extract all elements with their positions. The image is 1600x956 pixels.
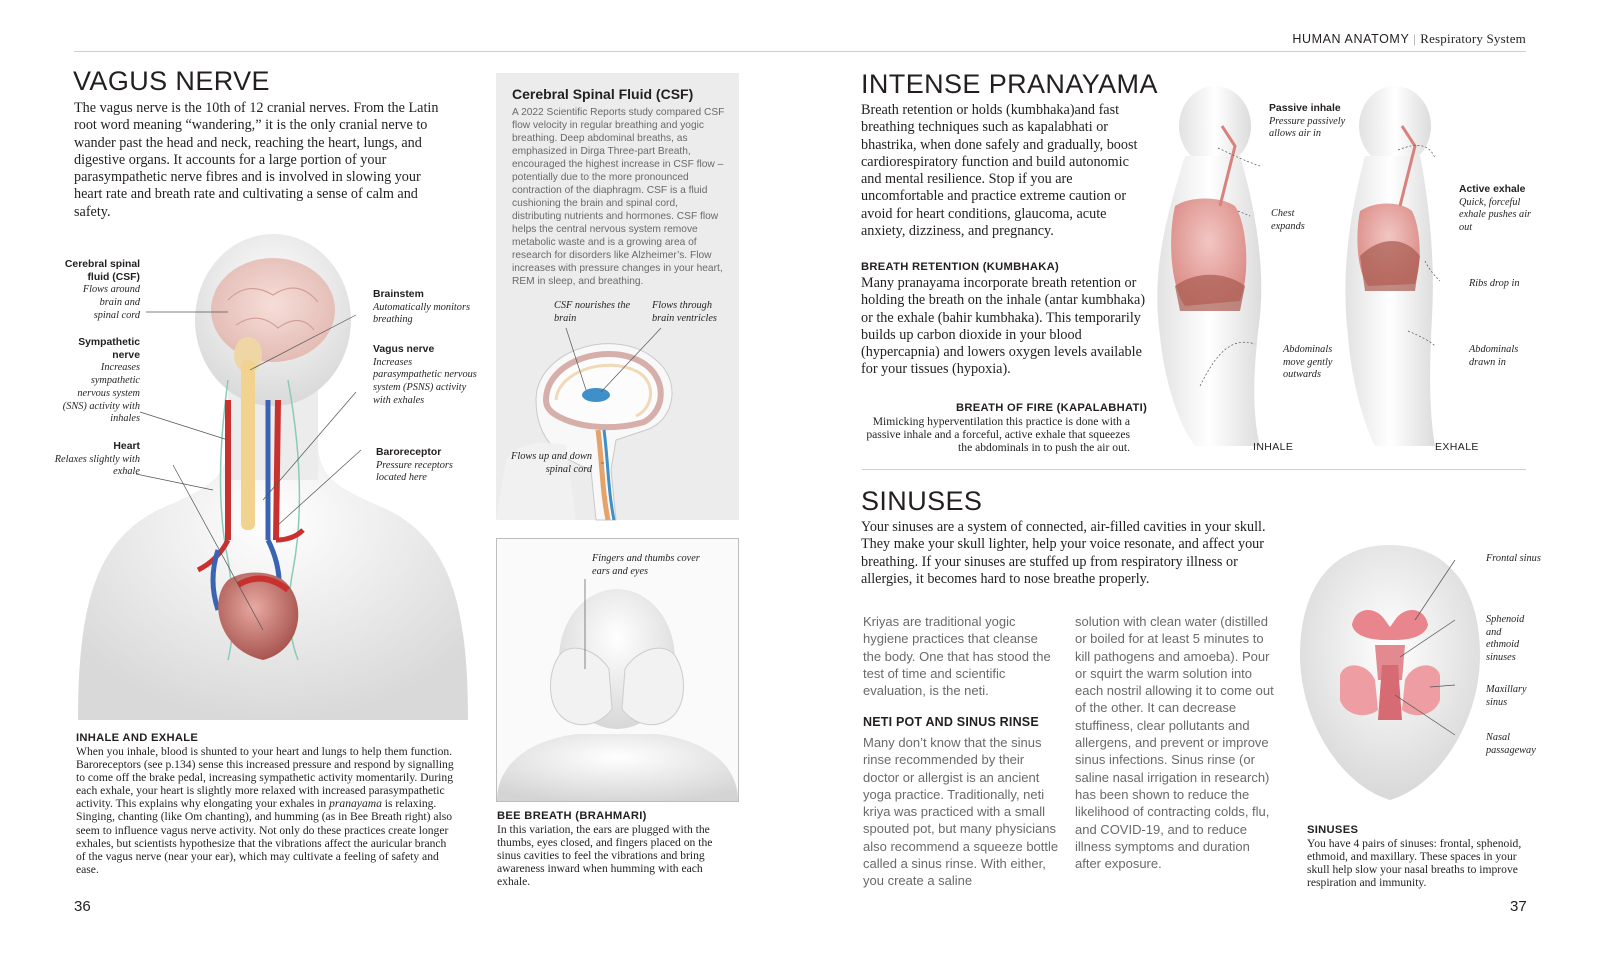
label-heart: Heart Relaxes slightly with exhale (54, 441, 140, 478)
csf-body: A 2022 Scientific Reports study compared CSF flow velocity in regular breathing and yogic breathing. Deep abdominal breaths, as emphasized in Dirga Three-part Breath, encouraged the highest increase in CSF flow – potentially due to the more pronounced contraction of the diaphragm. CSF is a fluid cushioning the brain and spinal cord, distributing nutrients and hormones. CSF flow helps the central nervous system remove metabolic waste and is a growing area of research for disorders like Alzheimer’s. Flow increases with pressure changes in your heart, REM in sleep, and breathing. (512, 107, 725, 287)
spinal-cord-shape (241, 360, 255, 530)
sinuses-title: SINUSES (861, 486, 983, 516)
bee-shoulders (497, 734, 738, 801)
label-sphenoid-sinus: Sphenoid and ethmoid sinuses (1486, 614, 1525, 664)
ventricle-shape (582, 388, 610, 402)
pranayama-body: Breath retention or holds (kumbhaka)and fast breathing techniques such as kapalabhati or bhastrika, when done safely and gradually, boost cardiorespiratory function and build autonomic and mental resilience. Stop if you are uncomfortable and practice extreme caution or avoid for heart conditions, glaucoma, acute anxiety, dizziness, and pregnancy. (861, 102, 1138, 240)
label-csf-spinal: Flows up and down spinal cord (511, 451, 592, 475)
label-baroreceptor: Baroreceptor Pressure receptors located here (376, 447, 453, 484)
label-passive-inhale: Passive inhale Pressure passively allows air in (1269, 103, 1346, 140)
label-ribs-drop: Ribs drop in (1469, 278, 1520, 289)
sinuses-body: Your sinuses are a system of connected, air-filled cavities in your skull. They make your skull lighter, help your voice resonate, and affect your breathing. If your sinuses are stuffed up from respiratory illness or allergies, it becomes hard to nose breathe properly. (861, 519, 1266, 587)
fire-body: Mimicking hyperventilation this practice is done with a passive inhale and a forceful, active exhale that squeezes the abdominals in to push the air out. (866, 415, 1130, 455)
inhale-exhale-body: When you inhale, blood is shunted to your heart and lungs to help them function. Baroreceptors (see p.134) sense this increased pressure and respond by signalling to come off the brake pedal, increasing sympathetic activity momentarily. During each exhale, your heart is slightly more relaxed with increased parasympathetic activity. This explains why elongating your exhales in pranayama is relaxing. Singing, chanting (like Om chanting), and humming (as in Bee Breath right) also seem to influence vagus nerve activity. Not only do these practices create longer exhales, but scientists hypothesize that the vibrations affect the auricular branch of the vagus nerve (near your ear), which may cultivate a feeling of safety and ease. (76, 745, 454, 876)
label-active-exhale: Active exhale Quick, forceful exhale pushes air out (1459, 184, 1532, 234)
label-csf-ventricles: Flows through brain ventricles (652, 300, 717, 324)
sinuses-caption-body: You have 4 pairs of sinuses: frontal, sphenoid, ethmoid, and maxillary. These spaces in your skull help slow your nasal breaths to improve respiration and immunity. (1307, 837, 1522, 890)
carotid-right (276, 400, 278, 540)
pranayama-title: INTENSE PRANAYAMA (861, 69, 1158, 99)
label-bee-fingers: Fingers and thumbs cover ears and eyes (592, 553, 700, 577)
label-csf: Cerebral spinal fluid (CSF) Flows around brain and spinal cord (64, 259, 140, 321)
caption-exhale: EXHALE (1435, 441, 1479, 453)
sinuses-caption-heading: SINUSES (1307, 824, 1359, 836)
caption-inhale: INHALE (1253, 441, 1294, 453)
retention-heading: BREATH RETENTION (KUMBHAKA) (861, 261, 1060, 273)
fire-heading: BREATH OF FIRE (KAPALABHATI) (956, 402, 1148, 414)
running-head (1292, 31, 1526, 47)
vagus-body: The vagus nerve is the 10th of 12 cranial nerves. From the Latin root word meaning “wandering,” it is the only cranial nerve to wander past the head and neck, reaching the heart, lungs, and digestive organs. It accounts for a large portion of your parasympathetic nerve fibres and is involved in slowing your heart rate and breath rate and cultivating a sense of calm and safety. (74, 100, 439, 220)
sinus-face-figure (1290, 545, 1490, 805)
retention-body: Many pranayama incorporate breath retention or holding the breath on the inhale (antar kumbhaka) or the exhale (bahir kumbhaka). This temporarily builds up carbon dioxide in your blood (hypercapnia) and lowers oxygen levels available for your tissues (hypoxia). (861, 275, 1146, 378)
inhale-body (1157, 86, 1261, 446)
header-rule (74, 51, 1526, 52)
running-section: Respiratory System (1420, 31, 1526, 46)
neti-body-col2: solution with clean water (distilled or boiled for at least 5 minutes to kill pathogens and amoeba). Pour or squirt the warm solution into each nostril allowing it to come out of the other. It can decrease stuffiness, clear pollutants and allergens, and prevent or improve sinus infections. Sinus rinse (or saline nasal irrigation in research) has been shown to reduce the likelihood of contracting colds, flu, and COVID-19, and to reduce illness symptoms and duration after exposure. (1075, 614, 1274, 872)
csf-title: Cerebral Spinal Fluid (CSF) (512, 86, 694, 102)
nasal-passage-shape (1378, 665, 1402, 720)
label-abdominals-in: Abdominals drawn in (1469, 344, 1519, 368)
bee-breath-body: In this variation, the ears are plugged with the thumbs, eyes closed, and fingers placed on the sinus cavities to feel the vibrations and bring awareness inward when humming with each exhale. (497, 823, 713, 889)
csf-brain-figure (496, 330, 739, 520)
inhale-exhale-heading: INHALE AND EXHALE (76, 732, 199, 744)
label-brainstem: Brainstem Automatically monitors breathing (373, 289, 470, 326)
label-csf-nourishes: CSF nourishes the brain (554, 300, 631, 324)
running-title: HUMAN ANATOMY (1292, 32, 1410, 46)
label-maxillary-sinus: Maxillary sinus (1486, 684, 1527, 708)
page-number-left: 36 (74, 898, 91, 915)
page-number-right: 37 (1510, 898, 1527, 915)
section-divider (862, 469, 1526, 470)
label-nasal-passageway: Nasal passageway (1486, 732, 1536, 756)
neti-heading: NETI POT AND SINUS RINSE (863, 715, 1039, 729)
inhale-diaphragm (1175, 275, 1245, 311)
vagus-title: VAGUS NERVE (73, 66, 270, 96)
label-abdominals-out: Abdominals move gently outwards (1283, 344, 1333, 381)
kriyas-intro: Kriyas are traditional yogic hygiene practices that cleanse the body. One that has stood the test of time and scientific evaluation, is the neti. (863, 614, 1051, 699)
bee-breath-heading: BEE BREATH (BRAHMARI) (497, 810, 647, 822)
label-sympathetic-nerve: Sympathetic nerve Increases sympathetic nervous system (SNS) activity with inhales (62, 337, 140, 425)
label-chest-expands: Chest expands (1271, 208, 1305, 232)
neti-body-col1: Many don’t know that the sinus rinse recommended by their doctor or allergist is an ancient yoga practice. Traditionally, neti kriya was practiced with a small spouted pot, but many physicians also recommend a squeeze bottle called a sinus rinse. With either, you create a saline (863, 735, 1059, 889)
brain-shape (211, 258, 335, 362)
running-head-separator: | (1413, 31, 1417, 46)
label-vagus-nerve: Vagus nerve Increases parasympathetic nervous system (PSNS) activity with exhales (373, 344, 477, 406)
label-frontal-sinus: Frontal sinus (1486, 553, 1541, 564)
